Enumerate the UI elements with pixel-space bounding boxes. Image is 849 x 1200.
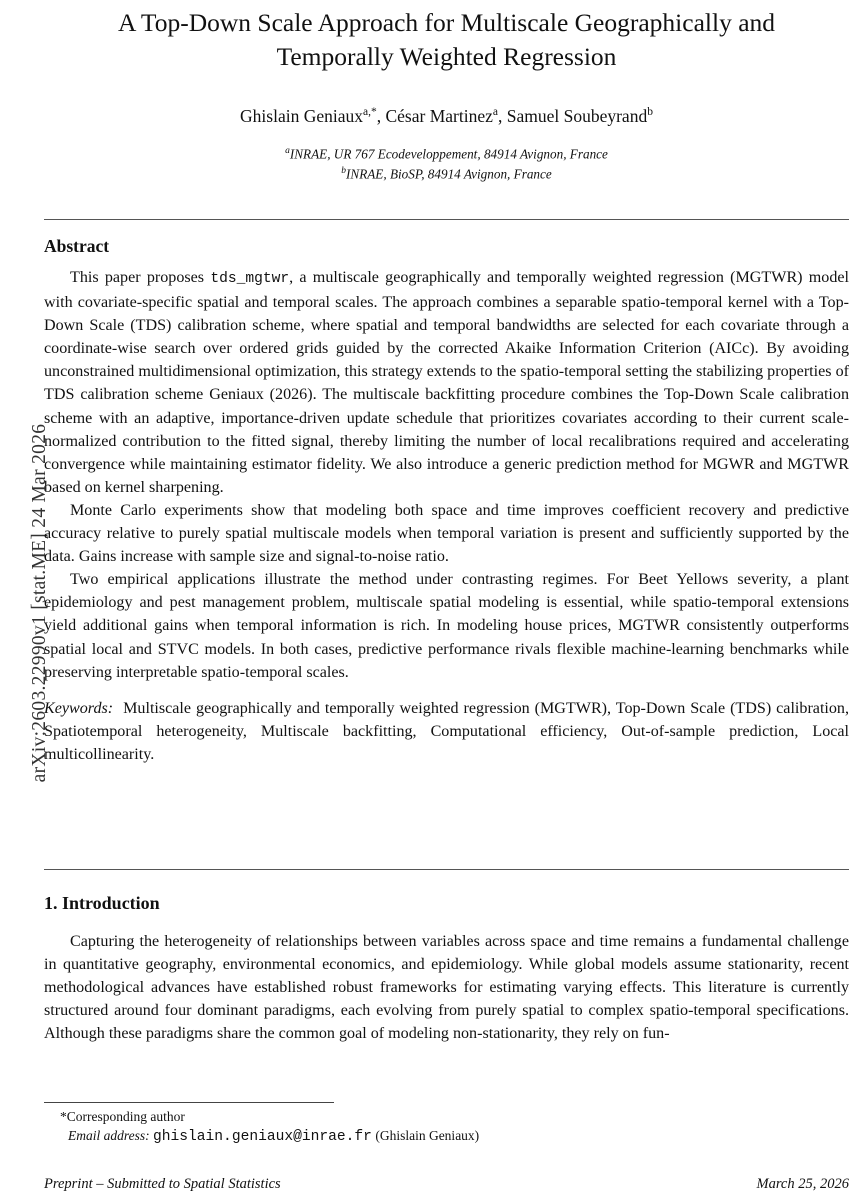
keywords-label: Keywords: — [44, 699, 114, 717]
abstract-heading: Abstract — [44, 236, 110, 256]
affiliation-mark-b: b — [341, 165, 346, 176]
footnote-email-line — [44, 1126, 849, 1147]
introduction-paragraph-1: Capturing the heterogeneity of relationships between variables across space and time remains a fundamental challenge in quantitative geography, environmental economics, and epidemiology. While global models assume stationarity, recent methodological advances have established robust frameworks for estimating varying effects. This literature is currently structured around four dominant paradigms, each evolving from purely spatial to complex spatio-temporal specifications. Although these paradigms share the common goal of modeling non-stationarity, they rely on fun- — [44, 933, 849, 1043]
paper-content-column — [44, 0, 849, 1200]
footnote-email-label: Email address: — [68, 1128, 150, 1143]
author-names: Ghislain Geniaux$^{a,*}$, César Martinez$^a$, Samuel Soubeyrand$^b$ — [240, 106, 653, 126]
abstract-top-rule — [44, 219, 849, 220]
affiliation-b — [44, 163, 849, 183]
abstract-body — [44, 266, 849, 766]
affiliation-mark-a: a — [285, 146, 290, 156]
keywords-block — [44, 697, 849, 766]
page-title: A Top-Down Scale Approach for Multiscale Geographically and Temporally Weighted Regression — [117, 8, 776, 71]
footnote-rule — [44, 1102, 334, 1103]
introduction-body — [44, 930, 849, 1045]
footnote-block — [44, 1102, 849, 1147]
abstract-paragraph-2: Monte Carlo experiments show that modeling both space and time improves coefficient recovery and predictive accuracy relative to purely spatial multiscale models when temporal variation is present and sufficiently supported by the data. Gains increase with sample size and signal-to-noise ratio. — [44, 501, 849, 566]
footnote-email-address[interactable]: ghislain.geniaux@inrae.fr — [153, 1129, 372, 1145]
affiliation-list — [44, 143, 849, 183]
affiliation-a-text: INRAE, UR 767 Ecodeveloppement, 84914 Avignon, France — [289, 146, 608, 162]
footnote-email-owner: (Ghislain Geniaux) — [375, 1128, 480, 1143]
keywords-text: Multiscale geographically and temporally weighted regression (MGTWR), Top-Down Scale (TDS) calibration, Spatiotemporal heterogeneity, Multiscale backfitting, Computational efficiency, Out-of-sample prediction, Local multicollinearity. — [44, 699, 849, 763]
arxiv-stamp — [0, 0, 50, 1200]
preprint-date: March 25, 2026 — [756, 1176, 849, 1192]
abstract-p1-rest: , a multiscale geographically and temporally weighted regression (MGTWR) model with covariate-specific spatial and temporal scales. The approach combines a separable spatio-temporal kernel with a Top-Down Scale (TDS) calibration scheme, where spatial and temporal bandwidths are selected for each covariate through a coordinate-wise search over ordered grids guided by the corrected Akaike Information Criterion (AICc). By avoiding unconstrained multidimensional optimization, this strategy extends to the spatio-temporal setting the stabilizing properties of TDS calibration scheme Geniaux (2026). The multiscale backfitting procedure combines the Top-Down Scale calibration scheme with an adaptive, importance-driven update schedule that prioritizes covariates according to their current scale-normalized contribution to the fitted signal, thereby limiting the number of local recalibrations required and accelerating convergence while maintaining estimator fidelity. We also introduce a generic prediction method for MGWR and MGTWR based on kernel sharpening. — [44, 269, 849, 496]
affiliation-a — [44, 143, 849, 163]
footnote-corresponding-author: *Corresponding author — [60, 1109, 185, 1124]
affiliation-b-text: INRAE, BioSP, 84914 Avignon, France — [346, 166, 552, 182]
arxiv-identifier-text: arXiv:2603.22990v1 [stat.ME] 24 Mar 2026 — [29, 423, 50, 783]
author-list — [44, 106, 849, 127]
page-footer — [44, 1176, 849, 1193]
abstract-bottom-rule — [44, 869, 849, 870]
abstract-paragraph-3: Two empirical applications illustrate the method under contrasting regimes. For Beet Yellows severity, a plant epidemiology and pest management problem, multiscale spatial modeling is essential, while spatio-temporal extensions yield additional gains when temporal information is rich. In modeling house prices, MGTWR consistently outperforms spatial local and STVC models. In both cases, predictive performance rivals flexible machine-learning benchmarks while preserving interpretable spatio-temporal scales. — [44, 571, 849, 681]
abstract-p1-lead: This paper proposes — [70, 269, 211, 286]
package-name-code: tds_mgtwr — [210, 271, 290, 287]
section-heading-introduction: 1. Introduction — [44, 893, 160, 913]
abstract-paragraph-1 — [44, 266, 849, 499]
preprint-status: Preprint – Submitted to Spatial Statistics — [44, 1176, 281, 1192]
